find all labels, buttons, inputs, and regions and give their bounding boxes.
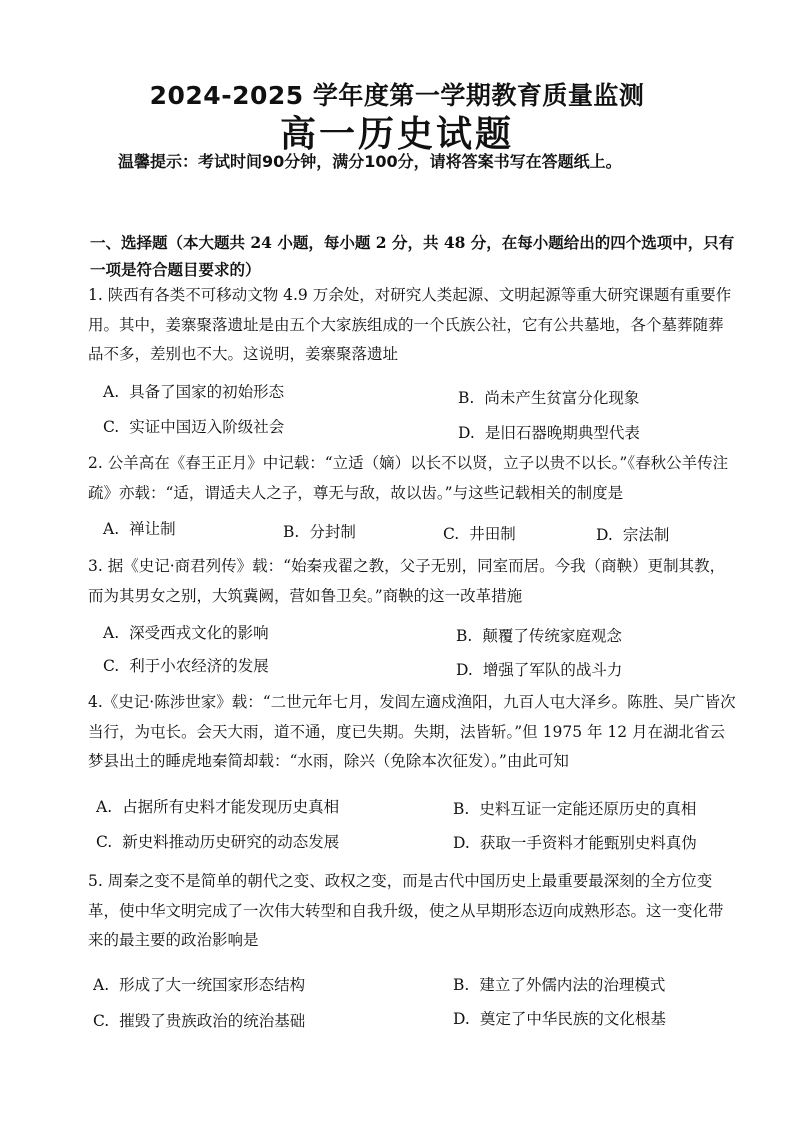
option-text: 宗法制	[622, 526, 670, 544]
option-c[interactable]	[103, 416, 284, 438]
option-b[interactable]	[458, 387, 639, 409]
option-d[interactable]	[458, 422, 640, 444]
option-letter: A.	[103, 624, 120, 642]
question-stem: 2. 公羊高在《春王正月》中记载：“立适（嫡）以长不以贤，立子以贵不以长。”《春秋公羊传注疏》亦载：“适，谓适夫人之子，尊无与敌，故以齿。”与这些记载相关的制度是	[88, 454, 729, 502]
option-b[interactable]	[453, 974, 665, 996]
option-text: 井田制	[469, 525, 516, 543]
option-text: 尚未产生贫富分化现象	[484, 389, 640, 407]
option-letter: B.	[453, 800, 470, 818]
option-text: 禅让制	[129, 520, 176, 538]
option-letter: A.	[103, 520, 120, 538]
option-letter: B.	[453, 976, 470, 994]
option-text: 摧毁了贵族政治的统治基础	[119, 1012, 306, 1030]
option-letter: C.	[103, 657, 120, 675]
question-stem: 5. 周秦之变不是简单的朝代之变、政权之变，而是古代中国历史上最重要最深刻的全方位变革，使中华文明完成了一次伟大转型和自我升级，使之从早期形态迈向成熟形态。这一变化带来的最主要的政治影响是	[88, 872, 724, 949]
option-letter: C.	[93, 1012, 110, 1030]
option-text: 占据所有史料才能发现历史真相	[122, 798, 340, 816]
option-text: 建立了外儒内法的治理模式	[479, 976, 666, 994]
option-text: 实证中国迈入阶级社会	[129, 418, 285, 436]
option-letter: B.	[458, 389, 475, 407]
option-a[interactable]	[103, 622, 269, 644]
option-d[interactable]	[456, 659, 622, 681]
option-letter: A.	[96, 798, 113, 816]
option-d[interactable]	[453, 832, 697, 854]
option-a[interactable]	[103, 381, 284, 403]
option-text: 增强了军队的战斗力	[482, 661, 623, 679]
option-a[interactable]	[93, 974, 305, 996]
option-letter: A.	[93, 976, 110, 994]
option-letter: B.	[283, 523, 300, 541]
option-letter: D.	[596, 526, 613, 544]
question-stem: 1. 陕西有各类不可移动文物 4.9 万余处，对研究人类起源、文明起源等重大研究课题有重要作用。其中，姜寨聚落遗址是由五个大家族组成的一个氏族公社，它有公共墓地，各个墓葬随葬品不多，差别也不大。这说明，姜寨聚落遗址	[88, 286, 732, 363]
option-letter: D.	[453, 834, 470, 852]
option-letter: C.	[103, 418, 120, 436]
option-text: 深受西戎文化的影响	[129, 624, 269, 642]
option-d[interactable]	[453, 1008, 666, 1030]
option-letter: D.	[453, 1010, 470, 1028]
option-letter: B.	[456, 627, 473, 645]
option-letter: D.	[458, 424, 475, 442]
option-b[interactable]	[453, 798, 696, 820]
option-text: 颠覆了传统家庭观念	[482, 627, 622, 645]
option-a[interactable]	[96, 796, 339, 818]
option-text: 史料互证一定能还原历史的真相	[479, 800, 697, 818]
option-letter: A.	[103, 383, 120, 401]
section-heading: 一、选择题（本大题共 24 小题，每小题 2 分，共 48 分，在每小题给出的四个选项中，只有一项是符合题目要求的）	[90, 233, 735, 279]
option-d[interactable]	[596, 524, 669, 546]
option-letter: D.	[456, 661, 473, 679]
option-c[interactable]	[96, 831, 339, 853]
option-text: 利于小农经济的发展	[129, 657, 269, 675]
option-b[interactable]	[283, 521, 356, 543]
option-text: 奠定了中华民族的文化根基	[479, 1010, 666, 1028]
exam-title-term: 2024-2025 学年度第一学期教育质量监测	[149, 81, 645, 110]
question-stem: 4.《史记·陈涉世家》载：“二世元年七月，发闾左適戍渔阳，九百人屯大泽乡。陈胜、吴广皆次当行，为屯长。会天大雨，道不通，度已失期。失期，法皆斩。”但 1975 年 12 月在湖北省云梦县出土的睡虎地秦简却载：“水雨，除兴（免除本次征发）。”由此可知	[88, 693, 736, 770]
option-letter: C.	[96, 833, 113, 851]
option-text: 分封制	[309, 523, 356, 541]
option-text: 形成了大一统国家形态结构	[119, 976, 306, 994]
option-text: 获取一手资料才能甄别史料真伪	[479, 834, 697, 852]
option-c[interactable]	[443, 523, 516, 545]
option-text: 具备了国家的初始形态	[129, 383, 285, 401]
exam-notice: 温馨提示：考试时间90分钟，满分100分，请将答案书写在答题纸上。	[118, 152, 622, 171]
option-letter: C.	[443, 525, 460, 543]
option-c[interactable]	[103, 655, 269, 677]
exam-title-subject: 高一历史试题	[279, 114, 514, 155]
question-stem: 3. 据《史记·商君列传》载：“始秦戎翟之教，父子无别，同室而居。今我（商鞅）更制其教，而为其男女之别，大筑冀阙，营如鲁卫矣。”商鞅的这一改革措施	[88, 557, 726, 605]
option-c[interactable]	[93, 1010, 305, 1032]
option-text: 新史料推动历史研究的动态发展	[122, 833, 340, 851]
option-b[interactable]	[456, 625, 622, 647]
option-a[interactable]	[103, 518, 176, 540]
option-text: 是旧石器晚期典型代表	[484, 424, 640, 442]
